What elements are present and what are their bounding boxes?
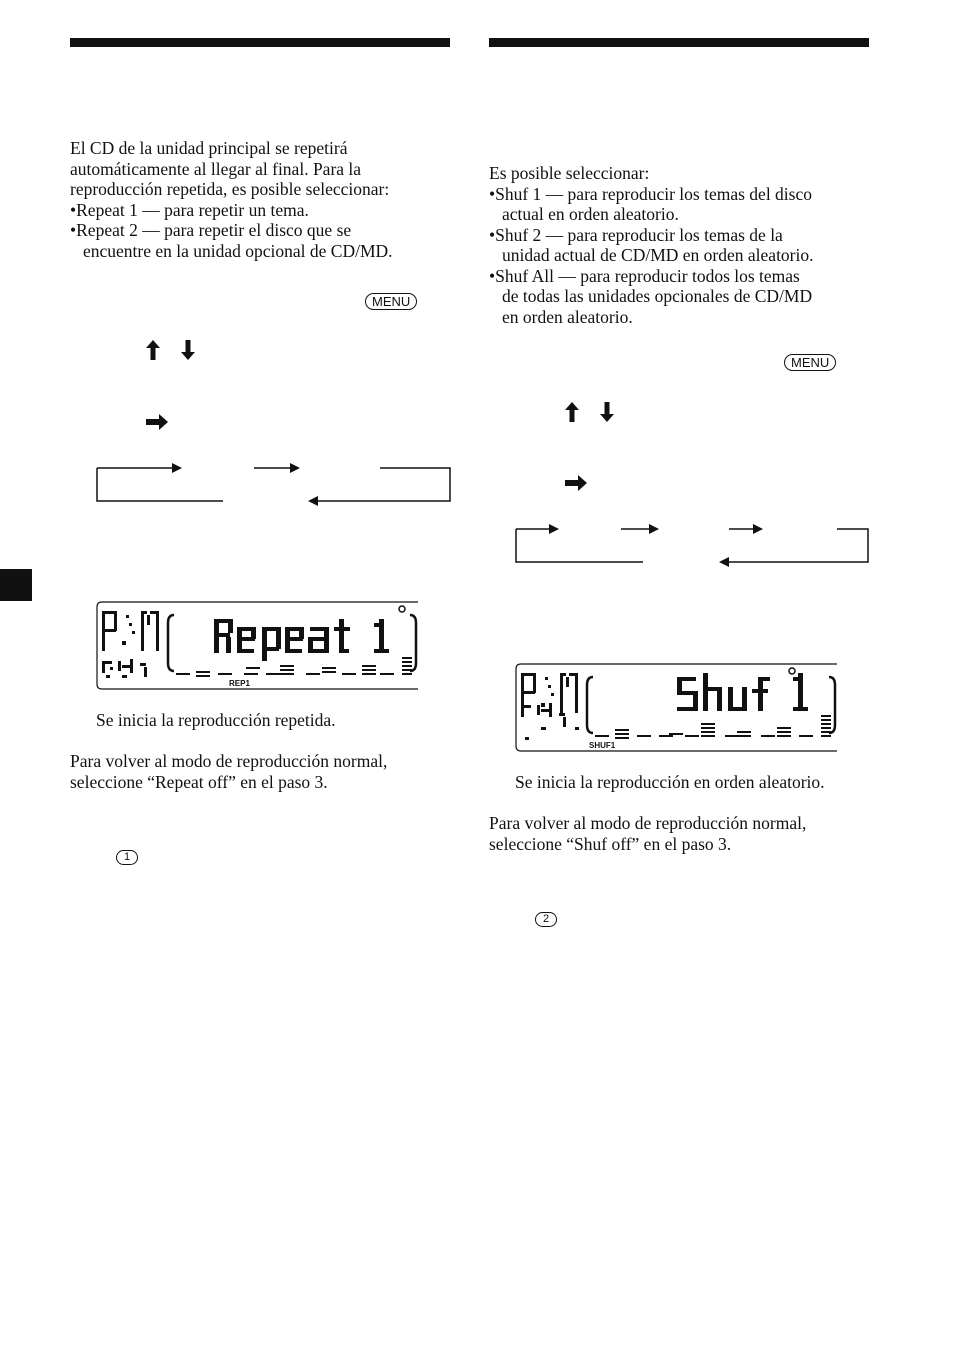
circled-number: 2 [535,912,557,927]
circled-number: 1 [116,850,138,865]
cycle-diagram [515,521,871,569]
menu-button[interactable]: MENU [365,293,417,310]
arrow-down-icon [181,340,195,360]
right-bullet: •Shuf 2 — para reproducir los temas de la [489,224,783,245]
right-intro-line: Es posible seleccionar: [489,163,650,183]
left-intro [70,138,393,261]
right-outro-line: seleccione “Shuf off” en el paso 3. [489,833,732,854]
arrow-right-icon [146,414,168,430]
left-intro-line: reproducción repetida, es posible seleccionar: [70,179,390,199]
right-outro-line: Para volver al modo de reproducción normal, [489,813,807,833]
right-outro [489,813,806,854]
left-result: Se inicia la reproducción repetida. [96,710,336,730]
right-section-rule [489,38,869,47]
left-bullet: •Repeat 1 — para repetir un tema. [70,199,309,220]
arrow-up-icon [565,402,579,422]
right-result: Se inicia la reproducción en orden aleatorio. [515,772,825,792]
lcd-display [96,601,420,691]
right-bullet: •Shuf All — para reproducir todos los temas [489,265,800,286]
arrow-right-icon [565,475,587,491]
left-outro-line: Para volver al modo de reproducción normal, [70,751,388,771]
arrow-up-icon [146,340,160,360]
right-bullet-cont: de todas las unidades opcionales de CD/MD [502,286,813,306]
left-bullet: •Repeat 2 — para repetir el disco que se [70,220,352,240]
right-bullet: •Shuf 1 — para reproducir los temas del disco [489,183,812,204]
cycle-diagram [96,460,452,508]
lcd-indicator: SHUF1 [589,741,616,750]
lcd-display [515,663,839,753]
left-section-rule [70,38,450,47]
left-intro-line: automáticamente al llegar al final. Para la [70,158,362,179]
left-intro-line: El CD de la unidad principal se repetirá [70,138,348,158]
left-bullet-cont: encuentre en la unidad opcional de CD/MD. [83,240,393,261]
left-outro-line: seleccione “Repeat off” en el paso 3. [70,771,328,792]
right-bullet-cont: en orden aleatorio. [502,306,633,327]
right-bullet-cont: unidad actual de CD/MD en orden aleatorio. [502,245,814,265]
lcd-indicator: REP1 [229,679,250,688]
left-outro [70,751,387,792]
arrow-down-icon [600,402,614,422]
section-tab [0,569,32,601]
right-bullet-cont: actual en orden aleatorio. [502,204,679,224]
menu-button[interactable]: MENU [784,354,836,371]
right-intro [489,163,814,327]
